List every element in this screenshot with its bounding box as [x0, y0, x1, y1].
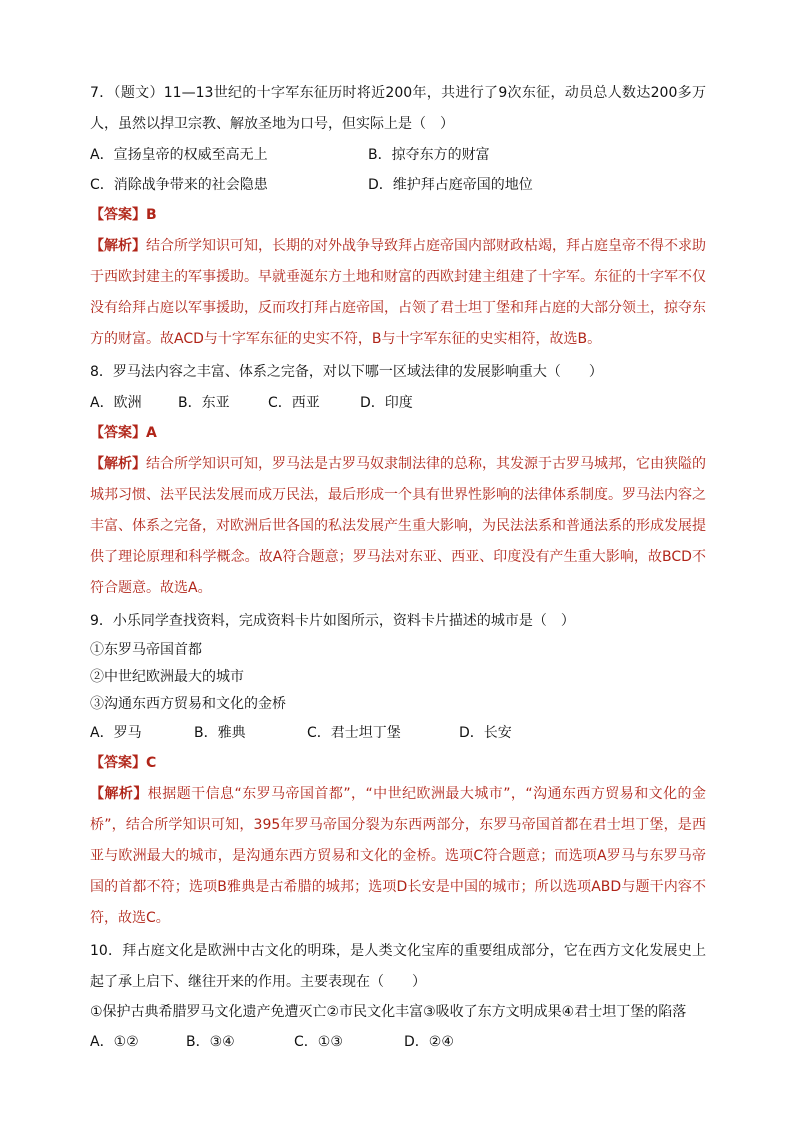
- options-row: [90, 140, 706, 170]
- answer-line: 【答案】B: [90, 207, 157, 223]
- question-stem: 9．小乐同学查找资料，完成资料卡片如图所示，资料卡片描述的城市是（ ）: [90, 613, 575, 629]
- question-8: [90, 357, 706, 604]
- option-a: A．宣扬皇帝的权威至高无上: [90, 147, 268, 163]
- analysis-block: [90, 449, 706, 604]
- analysis-text: 根据题干信息“东罗马帝国首都”，“中世纪欧洲最大城市”，“沟通东西方贸易和文化的金桥”，结合所学知识可知，395年罗马帝国分裂为东西两部分，东罗马帝国首都在君士坦丁堡，是西亚与欧洲最大的城市，是沟通东西方贸易和文化的金桥。选项C符合题意；而选项A罗马与东罗马帝国的首都不符；选项B雅典是古希腊的城邦；选项D长安是中国的城市；所以选项ABD与题干内容不符，故选C。: [90, 786, 706, 926]
- option-c: C．①③: [294, 1034, 343, 1050]
- statement-list: ①保护古典希腊罗马文化遗产免遭灭亡②市民文化丰富③吸收了东方文明成果④君士坦丁堡的陷落: [90, 1004, 687, 1020]
- option-c: C．消除战争带来的社会隐患: [90, 177, 268, 193]
- option-d: D．②④: [404, 1034, 454, 1050]
- analysis-text: 结合所学知识可知，罗马法是古罗马奴隶制法律的总称，其发源于古罗马城邦，它由狭隘的城邦习惯、法平民法发展而成万民法，最后形成一个具有世界性影响的法律体系制度。罗马法内容之丰富、体系之完备，对欧洲后世各国的私法发展产生重大影响，为民法法系和普通法系的形成发展提供了理论原理和科学概念。故A符合题意；罗马法对东亚、西亚、印度没有产生重大影响，故BCD不符合题意。故选A。: [90, 456, 706, 596]
- option-d: D．长安: [459, 725, 512, 741]
- options-row: [90, 170, 706, 200]
- option-b: B．③④: [186, 1034, 235, 1050]
- options-row: [90, 1027, 706, 1057]
- option-d: D．印度: [360, 395, 413, 411]
- document-page: [90, 78, 706, 1057]
- card-line: ②中世纪欧洲最大的城市: [90, 669, 244, 685]
- option-c: C．君士坦丁堡: [307, 725, 401, 741]
- option-c: C．西亚: [268, 395, 320, 411]
- analysis-tag: 【解析】: [90, 786, 148, 802]
- card-line: ①东罗马帝国首都: [90, 642, 202, 658]
- option-b: B．掠夺东方的财富: [368, 147, 490, 163]
- option-a: A．欧洲: [90, 395, 142, 411]
- option-b: B．东亚: [178, 395, 230, 411]
- question-stem: 8．罗马法内容之丰富、体系之完备，对以下哪一区域法律的发展影响重大（ ）: [90, 364, 603, 380]
- answer-line: 【答案】A: [90, 425, 157, 441]
- info-card: [90, 637, 706, 718]
- question-10: [90, 936, 706, 1057]
- option-a: A．①②: [90, 1034, 139, 1050]
- analysis-tag: 【解析】: [90, 238, 146, 254]
- analysis-text: 结合所学知识可知，长期的对外战争导致拜占庭帝国内部财政枯竭，拜占庭皇帝不得不求助于西欧封建主的军事援助。早就垂涎东方土地和财富的西欧封建主组建了十字军。东征的十字军不仅没有给拜占庭以军事援助，反而攻打拜占庭帝国，占领了君士坦丁堡和拜占庭的大部分领土，掠夺东方的财富。故ACD与十字军东征的史实不符，B与十字军东征的史实相符，故选B。: [90, 238, 706, 347]
- question-9: [90, 606, 706, 934]
- option-a: A．罗马: [90, 725, 142, 741]
- analysis-block: [90, 231, 706, 355]
- question-stem: 7．（题文）11—13世纪的十字军东征历时将近200年，共进行了9次东征，动员总人数达200多万人，虽然以捍卫宗教、解放圣地为口号，但实际上是（ ）: [90, 85, 706, 132]
- option-b: B．雅典: [194, 725, 246, 741]
- card-line: ③沟通东西方贸易和文化的金桥: [90, 696, 286, 712]
- question-7: [90, 78, 706, 355]
- options-row: [90, 388, 706, 418]
- option-d: D．维护拜占庭帝国的地位: [368, 177, 533, 193]
- options-row: [90, 718, 706, 748]
- question-stem: 10．拜占庭文化是欧洲中古文化的明珠，是人类文化宝库的重要组成部分，它在西方文化发展史上起了承上启下、继往开来的作用。主要表现在（ ）: [90, 943, 706, 990]
- analysis-tag: 【解析】: [90, 456, 146, 472]
- answer-line: 【答案】C: [90, 755, 157, 771]
- analysis-block: [90, 779, 706, 934]
